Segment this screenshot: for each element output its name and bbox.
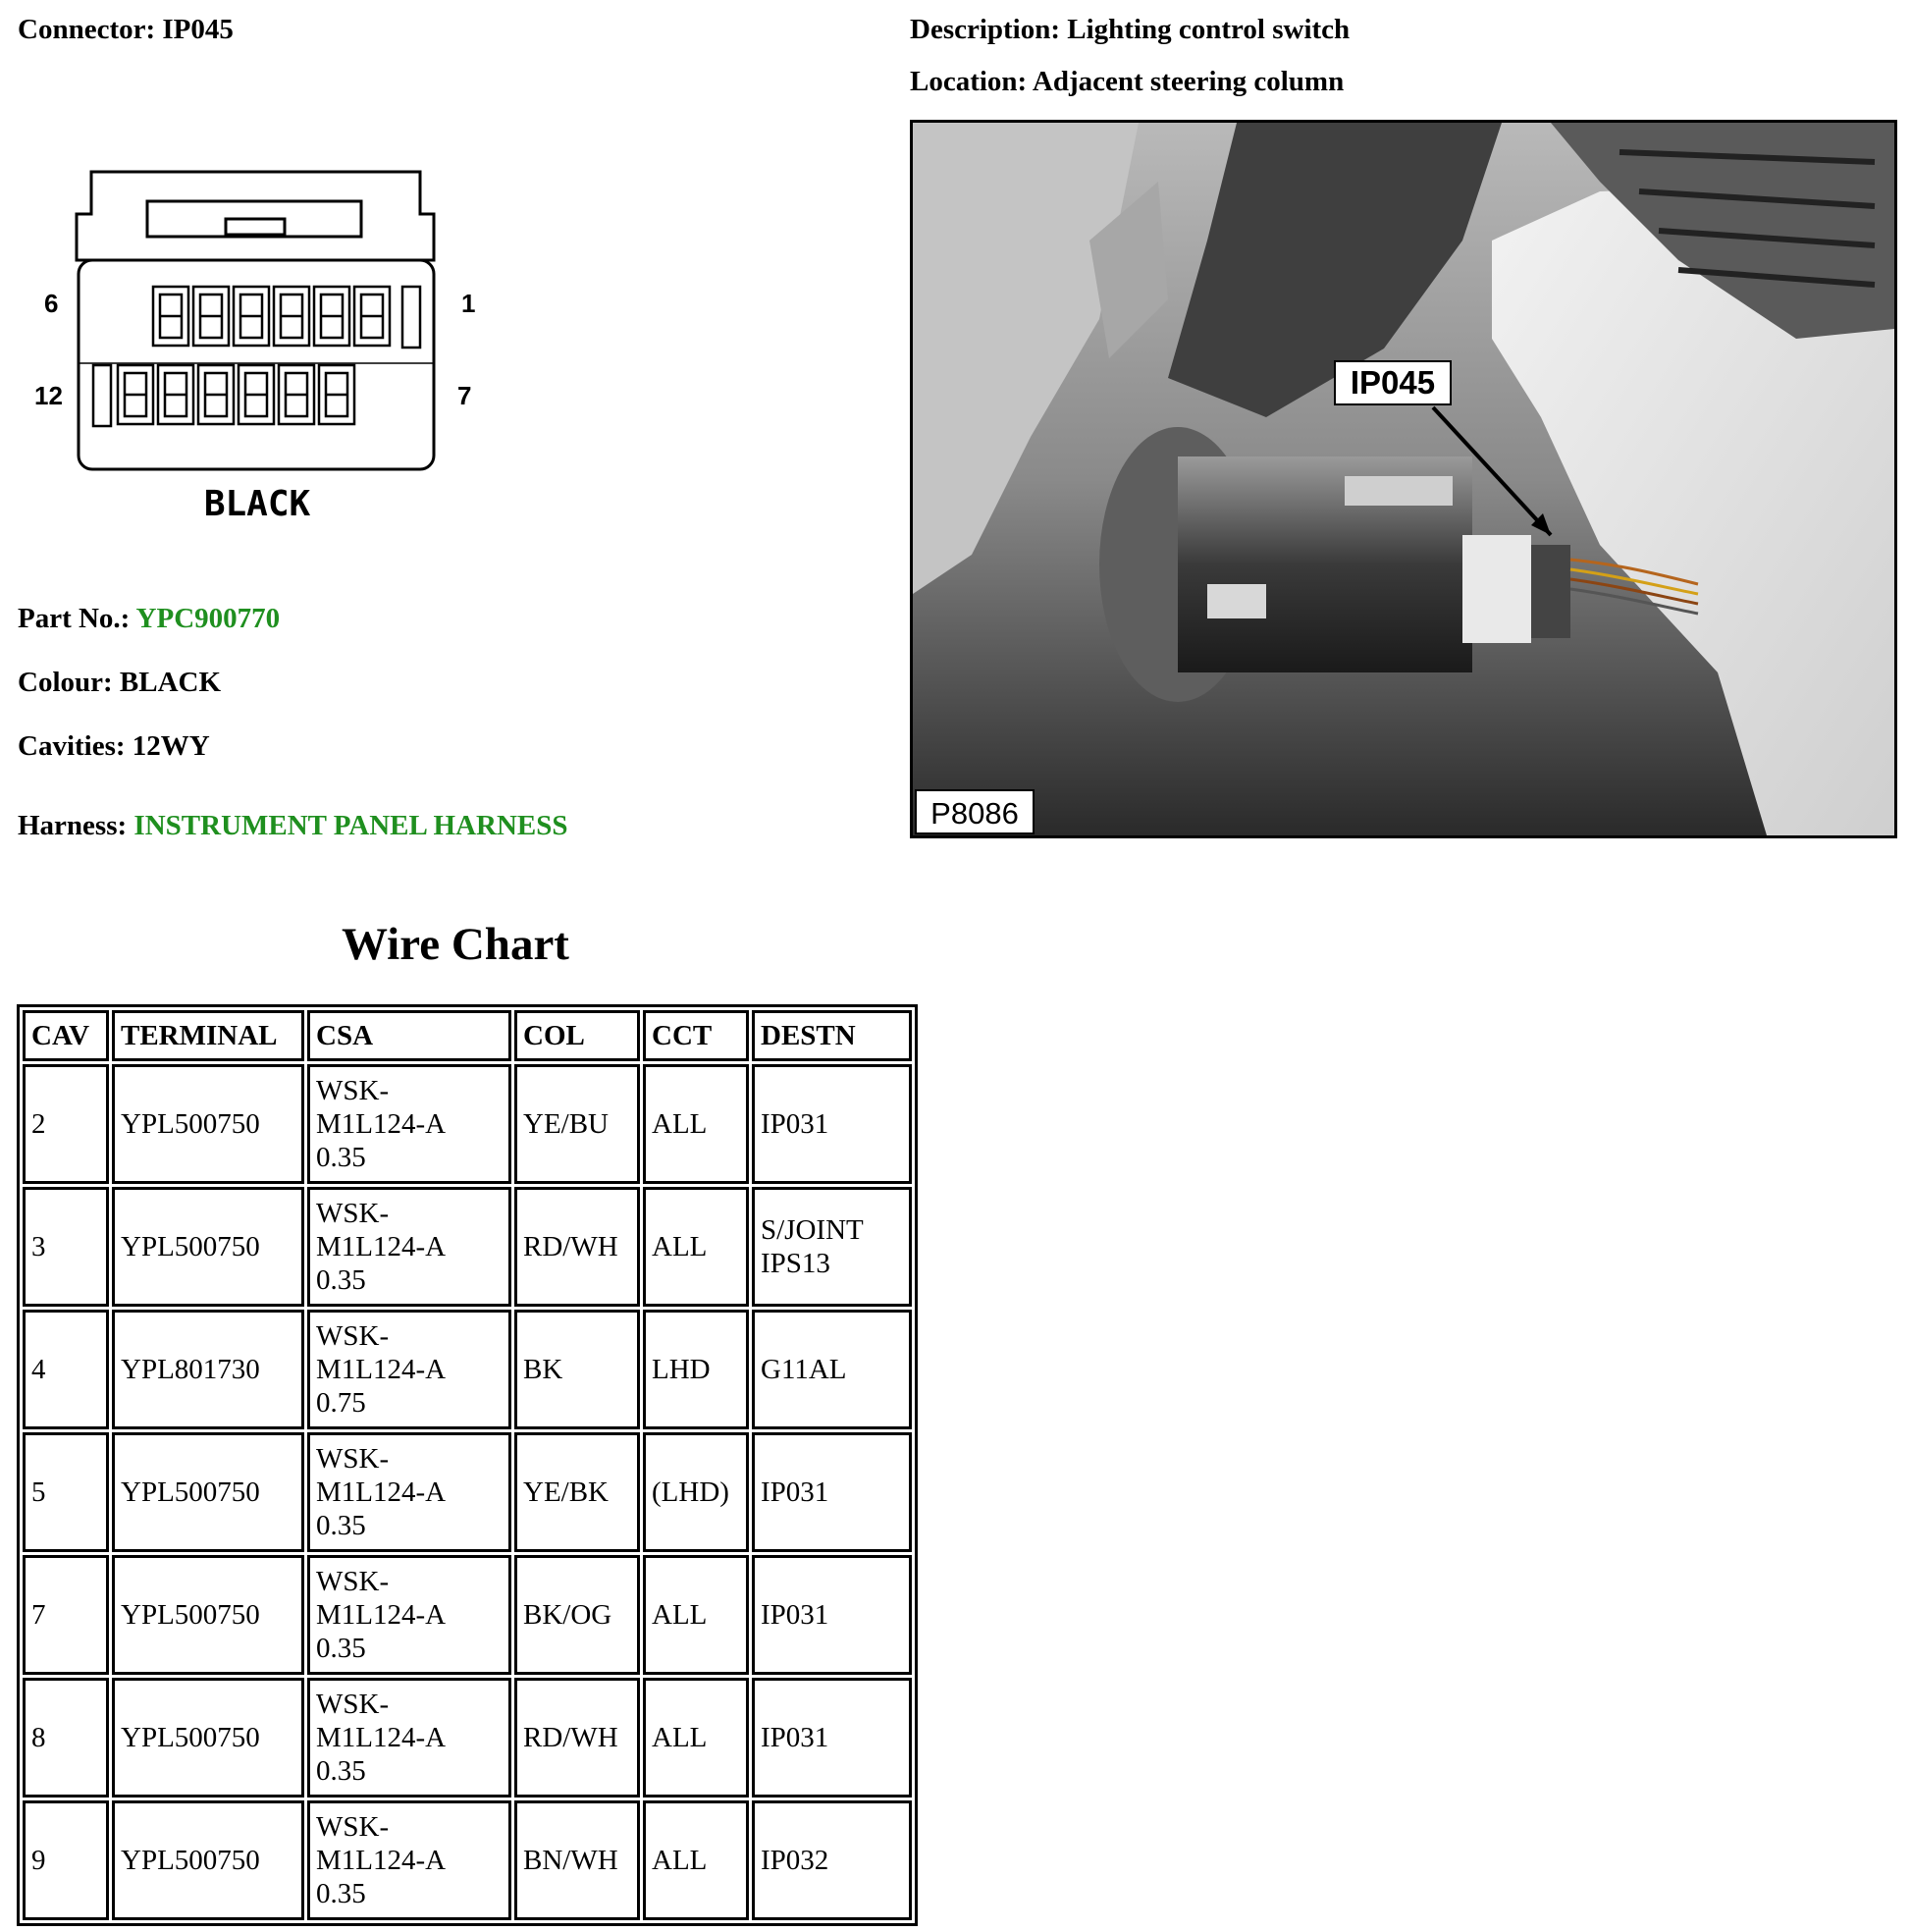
header-cav: CAV — [23, 1010, 109, 1061]
cell-col: YE/BK — [514, 1432, 640, 1552]
cell-terminal: YPL500750 — [112, 1678, 304, 1798]
cell-terminal: YPL801730 — [112, 1310, 304, 1429]
connector-colour-caption: BLACK — [203, 484, 311, 524]
table-row — [23, 1187, 912, 1307]
harness-link[interactable]: INSTRUMENT PANEL HARNESS — [133, 810, 568, 841]
cell-col: RD/WH — [514, 1187, 640, 1307]
part-no-label: Part No.: — [18, 603, 131, 634]
table-row — [23, 1310, 912, 1429]
location-value: Adjacent steering column — [1032, 66, 1345, 97]
connector-label: Connector: — [18, 14, 156, 45]
pin-label-6: 6 — [44, 289, 59, 318]
cell-terminal: YPL500750 — [112, 1187, 304, 1307]
cell-destn: IP031 — [752, 1064, 912, 1184]
cell-cav: 8 — [23, 1678, 109, 1798]
wire-chart-header-row — [23, 1010, 912, 1061]
connector-latch-tab — [226, 219, 285, 235]
cell-cct: ALL — [643, 1678, 749, 1798]
cell-cct: ALL — [643, 1555, 749, 1675]
polarisation-key-bottom — [93, 365, 111, 426]
connector-latch-housing — [77, 172, 434, 260]
pin-label-12: 12 — [34, 381, 63, 410]
cell-destn: IP031 — [752, 1555, 912, 1675]
cavities-field — [18, 730, 210, 763]
cell-csa: WSK- M1L124-A 0.75 — [307, 1310, 511, 1429]
cell-cct: ALL — [643, 1064, 749, 1184]
harness-field — [18, 810, 568, 842]
cell-cct: LHD — [643, 1310, 749, 1429]
description-label: Description: — [910, 14, 1061, 45]
cell-col: BN/WH — [514, 1800, 640, 1920]
cell-cav: 3 — [23, 1187, 109, 1307]
cell-csa: WSK- M1L124-A 0.35 — [307, 1555, 511, 1675]
cavities-label: Cavities: — [18, 730, 126, 762]
cell-csa: WSK- M1L124-A 0.35 — [307, 1800, 511, 1920]
photo-callout-label: IP045 — [1350, 364, 1436, 401]
header-terminal: TERMINAL — [112, 1010, 304, 1061]
cell-col: YE/BU — [514, 1064, 640, 1184]
cell-csa: WSK- M1L124-A 0.35 — [307, 1678, 511, 1798]
cavity-row-bottom — [118, 365, 354, 424]
cell-destn: S/JOINT IPS13 — [752, 1187, 912, 1307]
cell-csa: WSK- M1L124-A 0.35 — [307, 1432, 511, 1552]
cell-cav: 9 — [23, 1800, 109, 1920]
wire-chart-table — [17, 1004, 918, 1926]
polarisation-key-top — [402, 287, 420, 348]
cell-col: RD/WH — [514, 1678, 640, 1798]
table-row — [23, 1555, 912, 1675]
description-field — [910, 14, 1350, 46]
location-photo-illustration — [913, 123, 1894, 835]
cell-csa: WSK- M1L124-A 0.35 — [307, 1187, 511, 1307]
part-no-link[interactable]: YPC900770 — [135, 603, 281, 634]
pin-label-7: 7 — [457, 381, 472, 410]
cell-cct: ALL — [643, 1187, 749, 1307]
location-label: Location: — [910, 66, 1028, 97]
header-cct: CCT — [643, 1010, 749, 1061]
cell-terminal: YPL500750 — [112, 1064, 304, 1184]
cell-destn: IP032 — [752, 1800, 912, 1920]
table-row — [23, 1432, 912, 1552]
cell-terminal: YPL500750 — [112, 1432, 304, 1552]
table-row — [23, 1800, 912, 1920]
colour-field — [18, 667, 221, 699]
part-no-field — [18, 603, 280, 635]
table-row — [23, 1064, 912, 1184]
cell-terminal: YPL500750 — [112, 1800, 304, 1920]
cell-cav: 5 — [23, 1432, 109, 1552]
location-field — [910, 66, 1344, 98]
connector-field — [18, 14, 234, 46]
cavities-value: 12WY — [132, 730, 210, 762]
cell-cct: (LHD) — [643, 1432, 749, 1552]
colour-label: Colour: — [18, 667, 113, 698]
header-col: COL — [514, 1010, 640, 1061]
header-destn: DESTN — [752, 1010, 912, 1061]
cell-cct: ALL — [643, 1800, 749, 1920]
cell-csa: WSK- M1L124-A 0.35 — [307, 1064, 511, 1184]
cell-destn: IP031 — [752, 1432, 912, 1552]
description-value: Lighting control switch — [1067, 14, 1351, 45]
connector-face-diagram — [29, 157, 491, 540]
cell-cav: 4 — [23, 1310, 109, 1429]
harness-label: Harness: — [18, 810, 128, 841]
pin-label-1: 1 — [461, 289, 476, 318]
colour-value: BLACK — [119, 667, 222, 698]
cell-destn: G11AL — [752, 1310, 912, 1429]
connector-value: IP045 — [162, 14, 234, 45]
table-row — [23, 1678, 912, 1798]
cell-cav: 7 — [23, 1555, 109, 1675]
wire-chart-title: Wire Chart — [342, 919, 569, 970]
cell-col: BK — [514, 1310, 640, 1429]
cell-col: BK/OG — [514, 1555, 640, 1675]
cavity-row-top — [153, 287, 390, 346]
cell-terminal: YPL500750 — [112, 1555, 304, 1675]
header-csa: CSA — [307, 1010, 511, 1061]
cell-destn: IP031 — [752, 1678, 912, 1798]
location-photo — [910, 120, 1897, 838]
photo-connector-plug — [1462, 535, 1531, 643]
photo-reference-code: P8086 — [930, 796, 1019, 831]
cell-cav: 2 — [23, 1064, 109, 1184]
